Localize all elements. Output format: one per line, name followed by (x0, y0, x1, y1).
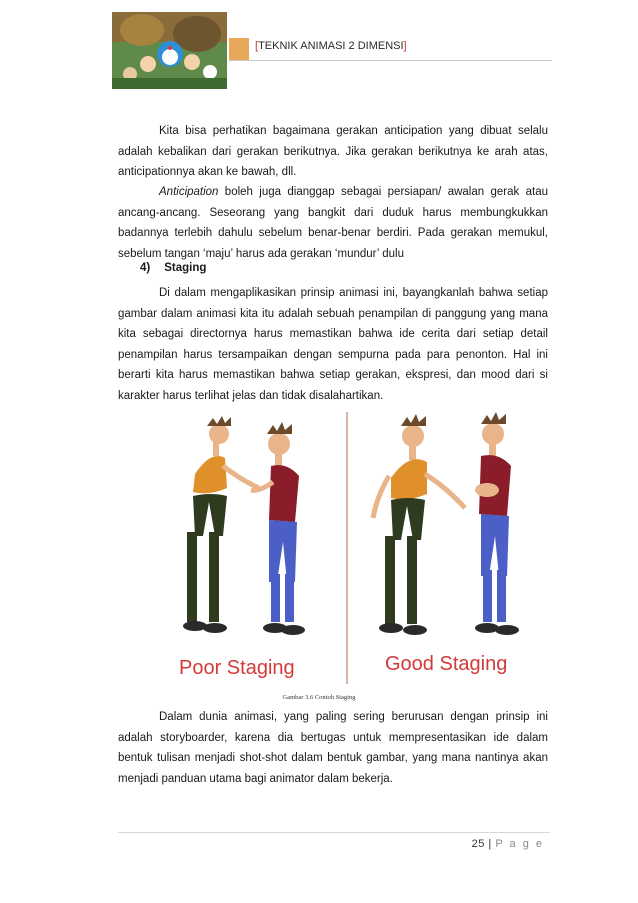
header-accent-block (229, 38, 249, 60)
poor-character-orange (183, 416, 259, 633)
poor-character-red (251, 422, 305, 635)
header-title-text: TEKNIK ANIMASI 2 DIMENSI (258, 40, 404, 52)
section-heading (140, 262, 206, 274)
page-footer: 25 | P a g e (471, 838, 544, 850)
section-title: Staging (164, 262, 207, 274)
good-character-red (475, 412, 519, 635)
footer-divider (118, 832, 550, 833)
good-staging-label: Good Staging (385, 653, 508, 675)
staging-figure (163, 404, 545, 688)
header-banner-image (112, 12, 227, 89)
paragraph-1: Kita bisa perhatikan bagaimana gerakan anticipation yang dibuat selalu adalah kebalikan dari gerakan berikutnya. Jika gerakan berikutnya ke arah atas, anticipationnya akan ke bawah, dll. (118, 125, 548, 178)
page-label: P a g e (495, 838, 544, 850)
figure-caption: Gambar 3.6 Contoh Staging (282, 694, 356, 701)
poor-staging-label: Poor Staging (179, 657, 295, 679)
header-title: [TEKNIK ANIMASI 2 DIMENSI] (255, 40, 407, 52)
banner-illustration (112, 12, 227, 89)
section-number: 4) (140, 262, 151, 274)
paragraph-3: Di dalam mengaplikasikan prinsip animasi ini, bayangkanlah bahwa setiap gambar dalam animasi kita itu adalah sebuah penampilan di panggung yang mana kita sebagai directornya harus memastikan bahwa ide cerita dari setiap detail penampilan harus tersampaikan dengan sempurna pada para penonton. Hal ini berarti kita harus memastikan bahwa setiap gerakan, ekspresi, dan mood dari si karakter harus terlihat jelas dan tidak disalahartikan. (118, 287, 548, 402)
staging-illustration (163, 404, 545, 688)
page-number: 25 (471, 838, 485, 850)
paragraph-2-term: Anticipation (159, 186, 219, 198)
good-character-orange (373, 414, 465, 635)
header-divider (229, 60, 552, 61)
paragraph-2: Anticipation boleh juga dianggap sebagai persiapan/ awalan gerak atau ancang-ancang. Seseorang yang bangkit dari duduk harus membungkukkan badannya terlebih dahulu sebelum benar-benar berdiri. Pada gerakan memukul, sebelum tangan ‘maju’ harus ada gerakan ‘mundur’ dulu (118, 186, 548, 260)
paragraph-4: Dalam dunia animasi, yang paling sering berurusan dengan prinsip ini adalah storyboarder, karena dia bertugas untuk mempresentasikan ide dalam bentuk tulisan menjadi shot-shot dalam bentuk gambar, yang mana nantinya akan menjadi panduan utama bagi animator dalam bekerja. (118, 711, 548, 785)
